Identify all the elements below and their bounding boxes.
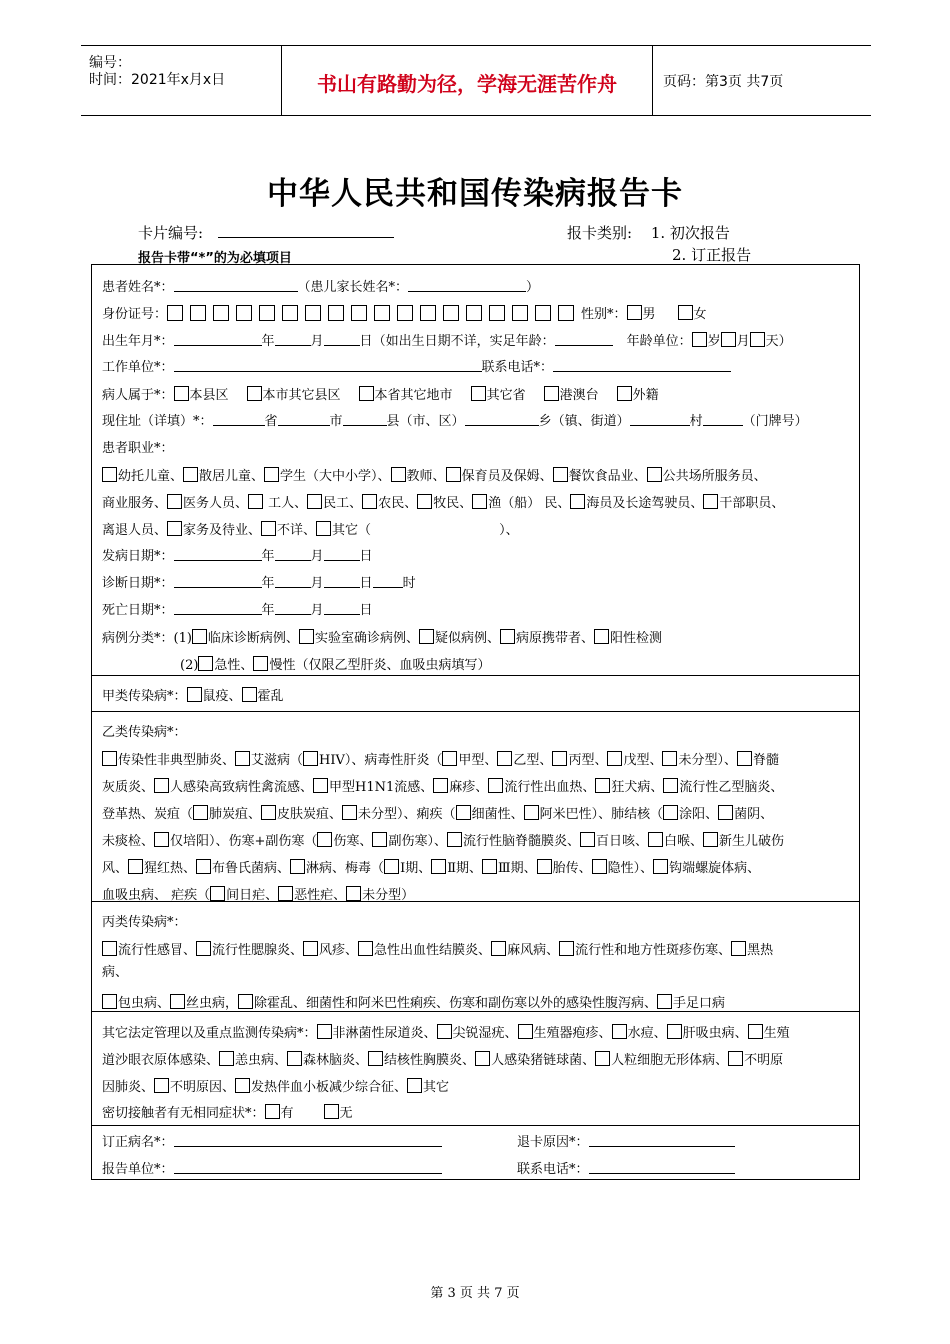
option-label: 未分型）、 <box>678 753 737 768</box>
option-label: 人感染猪链球菌、 <box>491 1053 596 1068</box>
option-label: 伤寒、 <box>333 834 373 849</box>
job-line-3: 离退人员、 家务及待业、 不详、 其它（ ）、 <box>102 523 519 538</box>
option-checkbox[interactable] <box>342 805 357 820</box>
option-checkbox[interactable] <box>368 1051 383 1066</box>
option-label: 恙虫病、 <box>235 1053 288 1068</box>
option-label: 其它（ <box>332 523 372 538</box>
option-label: 流行性和地方性斑疹伤寒、 <box>575 943 732 958</box>
option-checkbox[interactable] <box>552 751 567 766</box>
option-label: 疑似病例、 <box>434 631 500 646</box>
option-checkbox[interactable] <box>617 386 632 401</box>
option-label: 牧民、 <box>433 496 473 511</box>
return-reason-field[interactable] <box>589 1134 735 1147</box>
onset-month-field[interactable] <box>275 548 311 561</box>
option-checkbox[interactable] <box>196 941 211 956</box>
diag-hour-field[interactable] <box>373 575 403 588</box>
id-digit-box[interactable] <box>512 305 528 321</box>
id-digit-box[interactable] <box>397 305 413 321</box>
id-digit-box[interactable] <box>213 305 229 321</box>
id-digit-box[interactable] <box>466 305 482 321</box>
option-label: 阳性检测 <box>609 631 662 646</box>
birth-month-field[interactable] <box>275 333 311 346</box>
option-checkbox[interactable] <box>475 1051 490 1066</box>
option-label: Ⅲ期、 <box>498 861 537 876</box>
option-label: 临床诊断病例、 <box>207 631 299 646</box>
option-label: 乙型、 <box>513 753 553 768</box>
report-unit-field[interactable] <box>174 1161 442 1174</box>
motto: 书山有路勤为径，学海无涯苦作舟 <box>317 72 617 96</box>
option-label: 传染性非典型肺炎、 <box>118 753 236 768</box>
option-label: 外籍 <box>632 388 659 403</box>
option-label: 实验室确诊病例、 <box>314 631 419 646</box>
option-label: HIV）、病毒性肝炎（ <box>319 753 443 768</box>
option-checkbox[interactable] <box>167 521 182 536</box>
option-label: 细菌性、 <box>471 807 524 822</box>
option-checkbox[interactable] <box>497 751 512 766</box>
option-checkbox[interactable] <box>433 778 448 793</box>
option-label: 农民、 <box>378 496 418 511</box>
option-checkbox[interactable] <box>447 832 462 847</box>
option-checkbox[interactable] <box>437 1024 452 1039</box>
option-checkbox[interactable] <box>193 805 208 820</box>
option-checkbox[interactable] <box>346 886 361 901</box>
contact-row: 密切接触者有无相同症状*： 有 无 <box>102 1106 353 1121</box>
belong-row: 病人属于*： 本县区 本市其它县区 本省其它地市 其它省 港澳台 外籍 <box>102 388 659 403</box>
option-checkbox[interactable] <box>718 805 733 820</box>
option-label: 本省其它地市 <box>374 388 453 403</box>
option-checkbox[interactable] <box>187 687 202 702</box>
birth-row: 出生年月*： 年 月 日（如出生日期不详，实足年龄： 年龄单位： 岁 月 天） <box>102 334 792 349</box>
option-checkbox[interactable] <box>488 778 503 793</box>
option-label: 尖锐湿疣、 <box>452 1026 518 1041</box>
patient-phone-field[interactable] <box>553 359 731 372</box>
option-label: 间日疟、 <box>226 888 279 903</box>
option-label: 风疹、 <box>319 943 359 958</box>
option-checkbox[interactable] <box>372 832 387 847</box>
option-checkbox[interactable] <box>210 886 225 901</box>
option-label: 戊型、 <box>623 753 663 768</box>
option-label: 幼托儿童、 <box>118 469 184 484</box>
option-label: 水痘、 <box>627 1026 667 1041</box>
onset-day-field[interactable] <box>324 548 360 561</box>
time-label: 时间：2021年x月x日 <box>89 72 226 88</box>
case-class-row-2: (2) 急性、 慢性（仅限乙型肝炎、血吸虫病填写） <box>180 658 491 673</box>
option-checkbox[interactable] <box>102 994 117 1009</box>
option-label: 民工、 <box>323 496 363 511</box>
option-label: 家务及待业、 <box>183 523 262 538</box>
class-a-section: 甲类传染病*： 鼠疫、 霍乱 <box>92 675 859 712</box>
option-label: 病原携带者、 <box>515 631 594 646</box>
option-label: 恶性疟、 <box>294 888 347 903</box>
option-label: 未分型）、痢疾（ <box>358 807 456 822</box>
option-label: 餐饮食品业、 <box>568 469 647 484</box>
option-checkbox[interactable] <box>238 994 253 1009</box>
contact-yes-checkbox[interactable] <box>265 1104 280 1119</box>
option-checkbox[interactable] <box>358 941 373 956</box>
code-label: 编号： <box>89 55 131 71</box>
report-form <box>91 264 860 1180</box>
option-checkbox[interactable] <box>703 832 718 847</box>
report-type-initial[interactable]: 1. 初次报告 <box>650 224 730 242</box>
age-unit-day-checkbox[interactable] <box>750 332 765 347</box>
work-unit-field[interactable] <box>174 359 482 372</box>
card-number-field[interactable] <box>218 224 394 238</box>
option-label: 鼠疫、 <box>202 689 242 704</box>
option-label: 流行性出血热、 <box>504 780 596 795</box>
option-checkbox[interactable] <box>472 494 487 509</box>
option-label: 森林脑炎、 <box>303 1053 369 1068</box>
option-checkbox[interactable] <box>235 751 250 766</box>
header-center-cell <box>282 46 653 115</box>
option-label: 不明原因、 <box>170 1080 236 1095</box>
option-label: 仅培阳）、伤寒+副伤寒（ <box>170 834 318 849</box>
option-label: 包虫病、 <box>118 996 171 1011</box>
option-label: 结核性胸膜炎、 <box>384 1053 476 1068</box>
option-checkbox[interactable] <box>253 656 268 671</box>
work-row: 工作单位*： 联系电话*： <box>102 359 731 376</box>
option-checkbox[interactable] <box>663 805 678 820</box>
id-digit-box[interactable] <box>236 305 252 321</box>
option-checkbox[interactable] <box>170 994 185 1009</box>
job-line-2: 商业服务、 医务人员、 工人、 民工、 农民、 牧民、 渔（船） 民、 海员及长途驾驶员、 干部职员、 <box>102 496 785 511</box>
option-label: 甲型H1N1流感、 <box>329 780 434 795</box>
option-checkbox[interactable] <box>594 629 609 644</box>
option-label: 黑热 <box>747 943 774 958</box>
diagnosis-date-row: 诊断日期*： 年 月 日 时 <box>102 576 416 591</box>
page-label: 页码：第3页 共7页 <box>663 74 784 90</box>
option-checkbox[interactable] <box>648 832 663 847</box>
option-checkbox[interactable] <box>657 994 672 1009</box>
option-label: 本县区 <box>189 388 229 403</box>
option-checkbox[interactable] <box>317 1024 332 1039</box>
option-checkbox[interactable] <box>278 886 293 901</box>
option-checkbox[interactable] <box>431 859 446 874</box>
option-label: 散居儿童、 <box>199 469 265 484</box>
option-label: 慢性（仅限乙型肝炎、血吸虫病填写） <box>269 658 491 673</box>
option-label: 不明原 <box>744 1053 784 1068</box>
option-checkbox[interactable] <box>491 941 506 956</box>
option-checkbox[interactable] <box>154 1078 169 1093</box>
option-checkbox[interactable] <box>102 751 117 766</box>
id-number-boxes[interactable] <box>167 307 581 322</box>
option-label: 丙型、 <box>568 753 608 768</box>
option-label: 急性出血性结膜炎、 <box>374 943 492 958</box>
option-label: 发热伴血小板减少综合征、 <box>251 1080 408 1095</box>
class-b-section: 乙类传染病*： 传染性非典型肺炎、 艾滋病（ HIV）、病毒性肝炎（ 甲型、 乙型、 丙型、 戊型、 未分型）、 脊髓 灰质炎、 人感染高致病性禽流感、 甲型H1N1流感、 麻疹、 流行性出血热、 狂犬病、 流行性乙型脑炎、 登革热、炭疽（ 肺炭疽、 皮肤炭疽、 未分型）、痢疾（ 细菌性、 阿米巴性）、肺结核（ 涂阳、 菌阴、 未痰检、 仅培阳）、伤寒+副伤寒（ 伤寒、 副伤寒）、 流行性脑脊髓膜炎、 百日咳、 白喉、 新生儿破伤 风、 猩红热、 布鲁氏菌病、 淋病、梅毒（ Ⅰ期、 Ⅱ期、 Ⅲ期、 胎传、 隐性）、 钩端螺旋体病、 血吸虫病、 疟疾（ 间日疟、 恶性疟、 未分型） <box>92 711 859 902</box>
option-label: 副伤寒）、 <box>388 834 447 849</box>
option-checkbox[interactable] <box>419 629 434 644</box>
parent-name-field[interactable] <box>408 279 526 292</box>
page-title: 中华人民共和国传染病报告卡 <box>267 176 683 212</box>
option-checkbox[interactable] <box>612 1024 627 1039</box>
id-digit-box[interactable] <box>282 305 298 321</box>
option-label: 干部职员、 <box>719 496 785 511</box>
option-label: 海员及长途驾驶员、 <box>586 496 704 511</box>
id-row: 身份证号： 性别*： 男 女 <box>102 307 707 322</box>
option-checkbox[interactable] <box>287 1051 302 1066</box>
option-label: 港澳台 <box>559 388 599 403</box>
option-checkbox[interactable] <box>417 494 432 509</box>
bottom-section: 订正病名*： 退卡原因*： 报告单位*： 联系电话*： <box>92 1125 859 1180</box>
option-checkbox[interactable] <box>303 941 318 956</box>
option-checkbox[interactable] <box>748 1024 763 1039</box>
onset-date-row: 发病日期*： 年 月 日 <box>102 549 373 564</box>
option-label: Ⅰ期、 <box>400 861 432 876</box>
option-checkbox[interactable] <box>703 494 718 509</box>
id-digit-box[interactable] <box>305 305 321 321</box>
belong-options[interactable] <box>174 388 659 403</box>
option-checkbox[interactable] <box>192 629 207 644</box>
option-checkbox[interactable] <box>264 467 279 482</box>
option-checkbox[interactable] <box>442 751 457 766</box>
option-label: 生殖器疱疹、 <box>533 1026 612 1041</box>
option-checkbox[interactable] <box>407 1078 422 1093</box>
option-label: 皮肤炭疽、 <box>277 807 343 822</box>
option-checkbox[interactable] <box>592 859 607 874</box>
option-checkbox[interactable] <box>154 832 169 847</box>
job-label: 患者职业*： <box>102 441 174 456</box>
option-label: 淋病、梅毒（ <box>306 861 385 876</box>
onset-year-field[interactable] <box>174 548 262 561</box>
addr-number-field[interactable] <box>703 413 743 426</box>
page-header <box>81 45 871 116</box>
option-label: 医务人员、 <box>183 496 249 511</box>
birth-day-field[interactable] <box>324 333 360 346</box>
option-checkbox[interactable] <box>607 751 622 766</box>
option-checkbox[interactable] <box>647 467 662 482</box>
id-digit-box[interactable] <box>167 305 183 321</box>
option-label: 不详、 <box>277 523 317 538</box>
option-checkbox[interactable] <box>219 1051 234 1066</box>
option-checkbox[interactable] <box>482 859 497 874</box>
option-label: 隐性）、 <box>607 861 654 876</box>
option-checkbox[interactable] <box>247 386 262 401</box>
class-c-section: 丙类传染病*： 流行性感冒、 流行性腮腺炎、 风疹、 急性出血性结膜炎、 麻风病、 流行性和地方性斑疹伤寒、 黑热 病、 包虫病、 丝虫病， 除霍乱、细菌性和阿米巴性痢疾、伤寒和副伤寒以外的感染性腹泻病、 手足口病 <box>92 901 859 1012</box>
option-checkbox[interactable] <box>737 751 752 766</box>
option-label: 手足口病 <box>673 996 726 1011</box>
option-checkbox[interactable] <box>290 859 305 874</box>
option-checkbox[interactable] <box>544 386 559 401</box>
option-label: 教师、 <box>406 469 446 484</box>
option-label: 其它省 <box>486 388 526 403</box>
option-checkbox[interactable] <box>663 778 678 793</box>
report-phone-field[interactable] <box>589 1161 735 1174</box>
option-checkbox[interactable] <box>595 778 610 793</box>
header-right-cell <box>653 46 871 115</box>
page-footer: 第 3 页 共 7 页 <box>430 1286 520 1301</box>
option-checkbox[interactable] <box>167 494 182 509</box>
id-digit-box[interactable] <box>489 305 505 321</box>
option-checkbox[interactable] <box>537 859 552 874</box>
option-label: 本市其它县区 <box>262 388 341 403</box>
address-row: 现住址（详填）*： 省 市 县（市、区） 乡（镇、街道） 村 （门牌号） <box>102 414 808 429</box>
option-checkbox[interactable] <box>174 386 189 401</box>
id-digit-box[interactable] <box>328 305 344 321</box>
option-checkbox[interactable] <box>518 1024 533 1039</box>
option-label: 公共场所服务员、 <box>662 469 767 484</box>
option-label: 除霍乱、细菌性和阿米巴性痢疾、伤寒和副伤寒以外的感染性腹泻病、 <box>254 996 658 1011</box>
addr-city-field[interactable] <box>278 413 330 426</box>
addr-province-field[interactable] <box>213 413 265 426</box>
option-checkbox[interactable] <box>248 494 263 509</box>
option-label: 新生儿破伤 <box>719 834 785 849</box>
option-label: 非淋菌性尿道炎、 <box>332 1026 437 1041</box>
option-checkbox[interactable] <box>524 805 539 820</box>
id-digit-box[interactable] <box>259 305 275 321</box>
option-label: 菌阴、 <box>734 807 774 822</box>
option-label: Ⅱ期、 <box>447 861 483 876</box>
option-checkbox[interactable] <box>570 494 585 509</box>
option-checkbox[interactable] <box>653 859 668 874</box>
option-label: 人感染高致病性禽流感、 <box>170 780 314 795</box>
option-checkbox[interactable] <box>731 941 746 956</box>
id-digit-box[interactable] <box>420 305 436 321</box>
option-label: 保育员及保姆、 <box>461 469 553 484</box>
option-label: 肺炭疽、 <box>209 807 262 822</box>
case-class-row-1: 病例分类*：(1) 临床诊断病例、 实验室确诊病例、 疑似病例、 病原携带者、 阳性检测 <box>102 631 662 646</box>
option-label: 涂阳、 <box>679 807 719 822</box>
sex-male-checkbox[interactable] <box>627 305 642 320</box>
id-digit-box[interactable] <box>190 305 206 321</box>
option-label: 甲型、 <box>458 753 498 768</box>
option-checkbox[interactable] <box>359 386 374 401</box>
option-checkbox[interactable] <box>307 494 322 509</box>
id-digit-box[interactable] <box>351 305 367 321</box>
option-label: 生殖 <box>763 1026 790 1041</box>
option-checkbox[interactable] <box>261 521 276 536</box>
option-label: 人粒细胞无形体病、 <box>611 1053 729 1068</box>
addr-village-field[interactable] <box>630 413 690 426</box>
option-label: 白喉、 <box>663 834 703 849</box>
option-label: 阿米巴性）、肺结核（ <box>539 807 664 822</box>
option-checkbox[interactable] <box>559 941 574 956</box>
addr-town-field[interactable] <box>465 413 539 426</box>
diag-month-field[interactable] <box>275 575 311 588</box>
option-label: 丝虫病， <box>186 996 239 1011</box>
option-checkbox[interactable] <box>261 805 276 820</box>
death-year-field[interactable] <box>174 602 262 615</box>
option-label: 猩红热、 <box>144 861 197 876</box>
option-checkbox[interactable] <box>667 1024 682 1039</box>
option-label: 霍乱 <box>257 689 284 704</box>
id-digit-box[interactable] <box>374 305 390 321</box>
death-day-field[interactable] <box>324 602 360 615</box>
option-label: 脊髓 <box>752 753 779 768</box>
option-label: 百日咳、 <box>595 834 648 849</box>
option-checkbox[interactable] <box>553 467 568 482</box>
age-unit-year-checkbox[interactable] <box>692 332 707 347</box>
option-label: 艾滋病（ <box>251 753 304 768</box>
option-label: 工人、 <box>264 496 308 511</box>
id-digit-box[interactable] <box>535 305 551 321</box>
option-checkbox[interactable] <box>102 467 117 482</box>
card-number-row <box>138 222 394 243</box>
option-checkbox[interactable] <box>299 629 314 644</box>
option-checkbox[interactable] <box>456 805 471 820</box>
option-label: 麻风病、 <box>507 943 560 958</box>
option-checkbox[interactable] <box>500 629 515 644</box>
sex-female-checkbox[interactable] <box>678 305 693 320</box>
card-number-label: 卡片编号: <box>138 224 204 242</box>
option-checkbox[interactable] <box>235 1078 250 1093</box>
required-note: 报告卡带“*”的为必填项目 <box>138 251 292 266</box>
report-type-corrected[interactable]: 2. 订正报告 <box>672 246 752 264</box>
option-label: 布鲁氏菌病、 <box>212 861 291 876</box>
option-label: 麻疹、 <box>449 780 489 795</box>
option-label: 狂犬病、 <box>611 780 664 795</box>
report-type-label: 报卡类别: 1. 初次报告 <box>567 224 730 242</box>
option-checkbox[interactable] <box>196 859 211 874</box>
option-label: 其它 <box>423 1080 450 1095</box>
option-checkbox[interactable] <box>313 778 328 793</box>
option-checkbox[interactable] <box>102 941 117 956</box>
death-month-field[interactable] <box>275 602 311 615</box>
option-checkbox[interactable] <box>317 832 332 847</box>
option-label: 学生（大中小学）、 <box>280 469 391 484</box>
option-label: 流行性腮腺炎、 <box>212 943 304 958</box>
option-label: 流行性感冒、 <box>118 943 197 958</box>
option-label: 急性、 <box>214 658 254 673</box>
option-checkbox[interactable] <box>728 1051 743 1066</box>
job-line-1 <box>102 467 767 485</box>
id-digit-box[interactable] <box>443 305 459 321</box>
option-checkbox[interactable] <box>128 859 143 874</box>
option-checkbox[interactable] <box>384 859 399 874</box>
option-checkbox[interactable] <box>662 751 677 766</box>
option-checkbox[interactable] <box>198 656 213 671</box>
option-label: 流行性脑脊髓膜炎、 <box>462 834 580 849</box>
option-checkbox[interactable] <box>154 778 169 793</box>
diag-year-field[interactable] <box>174 575 262 588</box>
option-checkbox[interactable] <box>316 521 331 536</box>
header-left-cell <box>81 46 282 115</box>
corrected-disease-field[interactable] <box>174 1134 442 1147</box>
other-disease-section: 其它法定管理以及重点监测传染病*： 非淋菌性尿道炎、 尖锐湿疣、 生殖器疱疹、 水痘、 肝吸虫病、 生殖 道沙眼衣原体感染、 恙虫病、 森林脑炎、 结核性胸膜炎、 人感染猪链球菌、 人粒细胞无形体病、 不明原 因肺炎、 不明原因、 发热伴血小板减少综合征、 其它 密切接触者有无相同症状*： 有 无 <box>92 1011 859 1126</box>
option-checkbox[interactable] <box>580 832 595 847</box>
option-checkbox[interactable] <box>303 751 318 766</box>
patient-name-field[interactable] <box>174 279 298 292</box>
option-checkbox[interactable] <box>595 1051 610 1066</box>
option-label: 渔（船） 民、 <box>488 496 571 511</box>
age-field[interactable] <box>555 333 613 346</box>
birth-year-field[interactable] <box>174 333 262 346</box>
age-unit-month-checkbox[interactable] <box>721 332 736 347</box>
diag-day-field[interactable] <box>324 575 360 588</box>
option-checkbox[interactable] <box>362 494 377 509</box>
death-date-row: 死亡日期*： 年 月 日 <box>102 603 373 618</box>
option-checkbox[interactable] <box>391 467 406 482</box>
patient-name-row: 患者姓名*： （患儿家长姓名*： ） <box>102 280 540 295</box>
option-label: 肝吸虫病、 <box>682 1026 748 1041</box>
option-checkbox[interactable] <box>242 687 257 702</box>
option-label: 钩端螺旋体病、 <box>669 861 761 876</box>
option-checkbox[interactable] <box>183 467 198 482</box>
id-digit-box[interactable] <box>558 305 574 321</box>
option-checkbox[interactable] <box>446 467 461 482</box>
contact-no-checkbox[interactable] <box>324 1104 339 1119</box>
addr-county-field[interactable] <box>343 413 387 426</box>
option-label: 流行性乙型脑炎、 <box>679 780 784 795</box>
option-checkbox[interactable] <box>471 386 486 401</box>
option-label: 未分型） <box>362 888 415 903</box>
option-label: 胎传、 <box>552 861 592 876</box>
